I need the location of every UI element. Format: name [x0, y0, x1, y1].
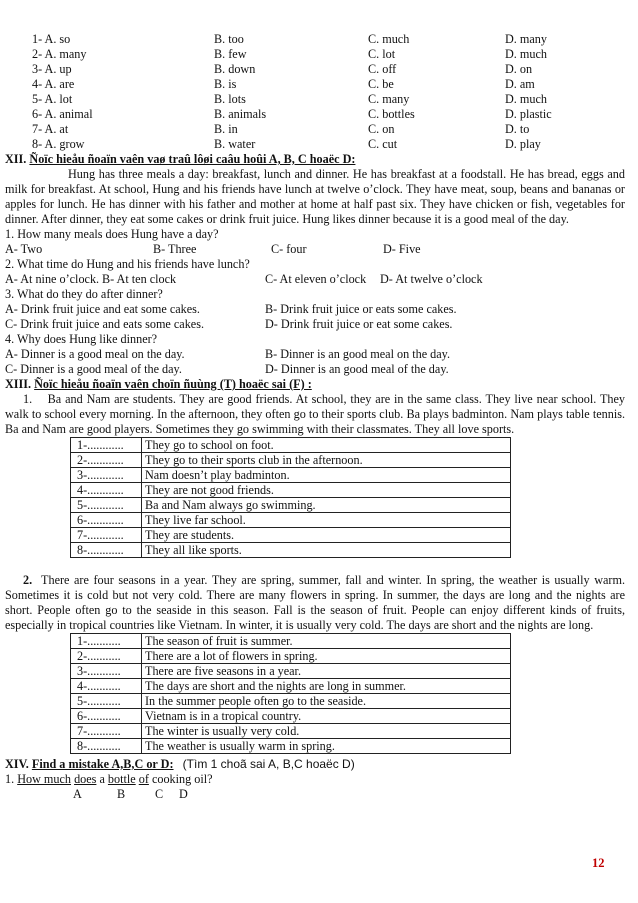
option-d: D- Five — [383, 242, 421, 256]
question-3: 3. What do they do after dinner? — [5, 287, 163, 301]
option-a: A- At nine o’clock. — [5, 272, 100, 286]
section-number: XIV. — [5, 757, 29, 771]
option-b: B- Three — [153, 242, 197, 256]
statement: They all like sports. — [142, 543, 511, 558]
option-cell: B. animals — [214, 107, 267, 121]
option-row — [5, 107, 625, 122]
underlined-word-c: bottle — [107, 772, 136, 786]
passage-text: There are four seasons in a year. They are spring, summer, fall and winter. In spring, the weather is usually warm. Sometimes it is cold but not very cold. There are many flowers in spring. In summer, the days are long and the nights are short. People often go to the seaside in this season. Fall is the season of fruit. People can enjoy different kinds of fruits, especially in tropical countries like Vietnam. In winter, it is usually very cold. The days are short and the nights are long. — [5, 573, 625, 632]
table-row — [71, 709, 511, 724]
table-row — [71, 498, 511, 513]
letter-a: A — [73, 787, 82, 801]
option-cell: 8- A. grow — [32, 137, 85, 151]
passage-text: Ba and Nam are students. They are good friends. At school, they are in the same class. They live near school. They walk to school every morning. In the afternoon, they often go to their sports club. Ba plays badminton. Nam plays table tennis. Ba and Nam are good players. Sometimes they go swimming with their classmates. They all love sports. — [5, 392, 625, 436]
table-row — [71, 513, 511, 528]
answer-blank: 4-............ — [71, 483, 142, 498]
statement: In the summer people often go to the seaside. — [142, 694, 511, 709]
table-row — [71, 739, 511, 754]
option-row — [5, 92, 625, 107]
letter-d: D — [179, 787, 188, 801]
answer-blank: 7-........... — [71, 724, 142, 739]
answer-blank: 2-........... — [71, 649, 142, 664]
option-cell: B. few — [214, 47, 247, 61]
option-cell: D. much — [505, 47, 547, 61]
section-title: Ñoïc hieåu ñoaïn vaên vaø traû lôøi caâu hoûi A, B, C hoaëc D: — [29, 152, 356, 166]
statement: The weather is usually warm in spring. — [142, 739, 511, 754]
page-number: 12 — [592, 856, 605, 870]
option-d: D- At twelve o’clock — [380, 272, 483, 286]
options-grid — [5, 32, 625, 152]
table-row — [71, 724, 511, 739]
answer-blank: 6-........... — [71, 709, 142, 724]
table-row — [71, 438, 511, 453]
option-cell: C. cut — [368, 137, 398, 151]
underlined-word-a: How much — [17, 772, 72, 786]
answer-blank: 3-........... — [71, 664, 142, 679]
statement: The season of fruit is summer. — [142, 634, 511, 649]
answer-blank: 5-........... — [71, 694, 142, 709]
letter-c: C — [155, 787, 164, 801]
question-1-options — [5, 242, 625, 257]
option-cell: D. play — [505, 137, 541, 151]
table-row — [71, 543, 511, 558]
option-a: A- Two — [5, 242, 43, 256]
table-row — [71, 483, 511, 498]
option-row — [5, 77, 625, 92]
table-row — [71, 694, 511, 709]
passage-number: 2. — [23, 573, 33, 587]
section-title: Ñoïc hieåu ñoaïn vaên choïn ñuùng (T) hoaëc sai (F) : — [34, 377, 312, 391]
option-cell: C. off — [368, 62, 397, 76]
option-b: B- Drink fruit juice or eats some cakes. — [265, 302, 457, 316]
option-cell: B. too — [214, 32, 244, 46]
option-cell: 4- A. are — [32, 77, 75, 91]
answer-blank: 1-........... — [71, 634, 142, 649]
option-cell: 5- A. lot — [32, 92, 73, 106]
letter-b: B — [117, 787, 126, 801]
question-4-options-row-1 — [5, 347, 625, 362]
table-row — [71, 528, 511, 543]
section-number: XIII. — [5, 377, 32, 391]
statement: They live far school. — [142, 513, 511, 528]
option-d: D- Drink fruit juice or eat some cakes. — [265, 317, 453, 331]
statement: Ba and Nam always go swimming. — [142, 498, 511, 513]
option-cell: B. is — [214, 77, 237, 91]
answer-letters — [5, 787, 625, 802]
option-cell: 2- A. many — [32, 47, 87, 61]
statement: They are not good friends. — [142, 483, 511, 498]
table-row — [71, 649, 511, 664]
section-number: XII. — [5, 152, 27, 166]
option-row — [5, 137, 625, 152]
answer-blank: 7-............ — [71, 528, 142, 543]
statement: The days are short and the nights are long in summer. — [142, 679, 511, 694]
question-4: 4. Why does Hung like dinner? — [5, 332, 158, 346]
statement: There are a lot of flowers in spring. — [142, 649, 511, 664]
passage-1 — [5, 392, 625, 437]
option-d: D- Dinner is an good meal of the day. — [265, 362, 449, 376]
statement: The winter is usually very cold. — [142, 724, 511, 739]
option-row — [5, 122, 625, 137]
option-cell: C. lot — [368, 47, 396, 61]
answer-blank: 8-............ — [71, 543, 142, 558]
option-a: A- Drink fruit juice and eat some cakes. — [5, 302, 200, 316]
underlined-word-d: of — [138, 772, 149, 786]
statement: Vietnam is in a tropical country. — [142, 709, 511, 724]
question-2: 2. What time do Hung and his friends have lunch? — [5, 257, 250, 271]
answer-blank: 4-........... — [71, 679, 142, 694]
option-cell: B. lots — [214, 92, 246, 106]
option-c: C- Dinner is a good meal of the day. — [5, 362, 182, 376]
statement: They go to school on foot. — [142, 438, 511, 453]
option-cell: C. bottles — [368, 107, 415, 121]
option-cell: 3- A. up — [32, 62, 72, 76]
reading-passage: Hung has three meals a day: breakfast, lunch and dinner. He has breakfast at a foodstall. He has bread, eggs and milk for breakfast. At school, Hung and his friends have lunch at twelve o’clock. They have meat, soup, beans and bananas or apples for lunch. He has dinner with his father and mother at home at half past six. They have chicken or fish, vegetables for dinner. After dinner, they eat some cakes or drink fruit juice. Hung likes dinner because it is a good meal of the day. — [5, 167, 625, 226]
answer-blank: 2-............ — [71, 453, 142, 468]
option-row — [5, 32, 625, 47]
option-a: A- Dinner is a good meal on the day. — [5, 347, 185, 361]
option-row — [5, 62, 625, 77]
option-cell: C. on — [368, 122, 395, 136]
option-cell: C. many — [368, 92, 410, 106]
passage-2 — [5, 573, 625, 633]
answer-blank: 1-............ — [71, 438, 142, 453]
question-4-options-row-2 — [5, 362, 625, 377]
option-cell: B. in — [214, 122, 238, 136]
question-2-options — [5, 272, 625, 287]
option-cell: 7- A. at — [32, 122, 69, 136]
option-row — [5, 47, 625, 62]
question-number: 1. — [5, 772, 15, 786]
option-cell: C. much — [368, 32, 410, 46]
passage-number: 1. — [23, 392, 33, 406]
answer-blank: 5-............ — [71, 498, 142, 513]
section-12-heading — [5, 152, 625, 167]
table-row — [71, 634, 511, 649]
option-b: B- Dinner is an good meal on the day. — [265, 347, 451, 361]
section-14-heading — [5, 757, 625, 772]
true-false-table-2 — [70, 633, 511, 754]
option-c: C- four — [271, 242, 307, 256]
answer-blank: 3-............ — [71, 468, 142, 483]
option-cell: D. many — [505, 32, 547, 46]
option-c: C- Drink fruit juice and eats some cakes. — [5, 317, 204, 331]
table-row — [71, 468, 511, 483]
question-3-options-row-1 — [5, 302, 625, 317]
option-cell: D. am — [505, 77, 535, 91]
option-cell: B. down — [214, 62, 256, 76]
mistake-question-1 — [5, 772, 625, 787]
option-cell: B. water — [214, 137, 256, 151]
question-3-options-row-2 — [5, 317, 625, 332]
option-b: B- At ten clock — [102, 272, 177, 286]
statement: They are students. — [142, 528, 511, 543]
plain-word: a — [99, 772, 105, 786]
option-cell: D. plastic — [505, 107, 552, 121]
option-cell: 1- A. so — [32, 32, 71, 46]
statement: They go to their sports club in the afternoon. — [142, 453, 511, 468]
statement: There are five seasons in a year. — [142, 664, 511, 679]
section-13-heading — [5, 377, 625, 392]
answer-blank: 8-........... — [71, 739, 142, 754]
underlined-word-b: does — [74, 772, 97, 786]
option-cell: D. on — [505, 62, 533, 76]
table-row — [71, 453, 511, 468]
question-1: 1. How many meals does Hung have a day? — [5, 227, 219, 241]
table-row — [71, 664, 511, 679]
section-title: Find a mistake A,B,C or D: — [31, 757, 174, 771]
section-vietnamese-note: (Tìm 1 choã sai A, B,C hoaëc D) — [182, 757, 355, 771]
statement: Nam doesn’t play badminton. — [142, 468, 511, 483]
table-row — [71, 679, 511, 694]
option-cell: D. much — [505, 92, 547, 106]
true-false-table-1 — [70, 437, 511, 558]
option-c: C- At eleven o’clock — [265, 272, 367, 286]
option-cell: 6- A. animal — [32, 107, 93, 121]
option-cell: C. be — [368, 77, 394, 91]
answer-blank: 6-............ — [71, 513, 142, 528]
option-cell: D. to — [505, 122, 530, 136]
worksheet-page — [5, 32, 625, 802]
plain-words: cooking oil? — [151, 772, 213, 786]
